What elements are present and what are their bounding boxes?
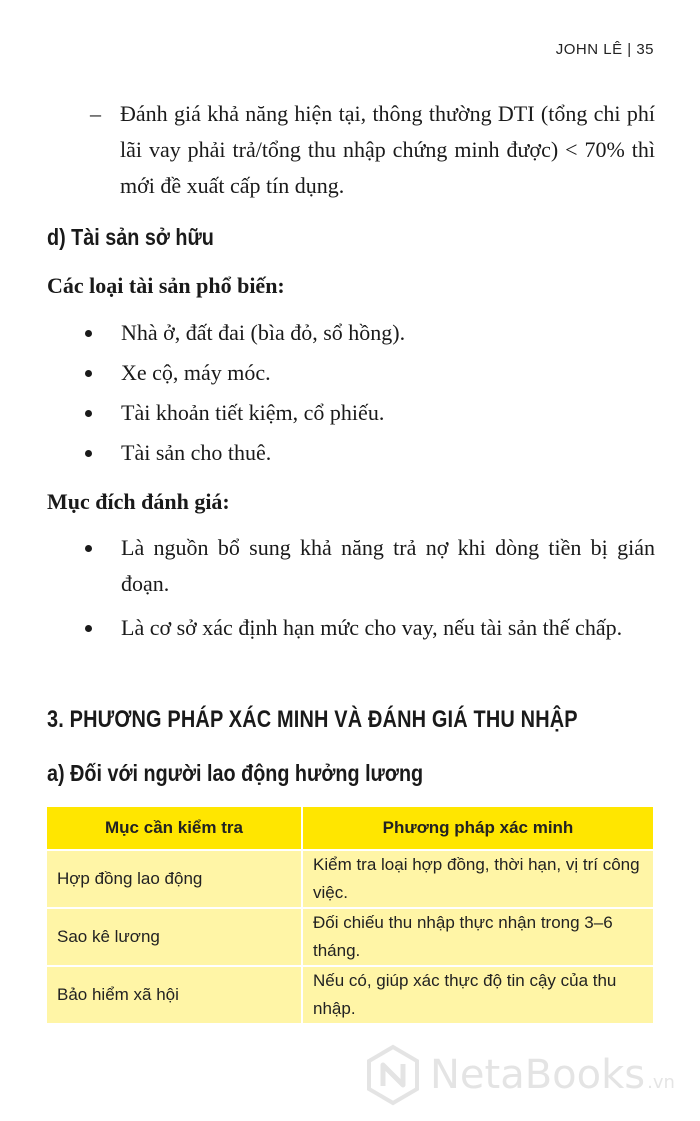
assets-list — [47, 315, 655, 475]
bullet-icon — [85, 450, 92, 457]
table-header-row — [47, 807, 653, 850]
list-item: Là cơ sở xác định hạn mức cho vay, nếu tài sản thế chấp. — [47, 610, 655, 646]
table-cell: Nếu có, giúp xác thực độ tin cậy của thu nhập. — [302, 966, 653, 1023]
table-cell: Bảo hiểm xã hội — [47, 966, 302, 1023]
table-header-cell: Mục cần kiểm tra — [47, 807, 302, 850]
assets-subheading: Các loại tài sản phổ biến: — [47, 273, 285, 298]
intro-text: Đánh giá khả năng hiện tại, thông thường DTI (tổng chi phí lãi vay phải trả/tổng thu nhập chứng minh được) < 70% thì mới đề xuất cấp tín dụng. — [120, 101, 655, 198]
bullet-icon — [85, 625, 92, 632]
watermark-suffix: .vn — [647, 1071, 675, 1093]
purpose-list — [47, 530, 655, 654]
table-cell: Sao kê lương — [47, 908, 302, 966]
section-d-heading: d) Tài sản sở hữu — [47, 224, 214, 250]
table-row — [47, 850, 653, 908]
table-cell: Hợp đồng lao động — [47, 850, 302, 908]
netabooks-n-logo-icon — [362, 1044, 424, 1106]
bullet-icon — [85, 545, 92, 552]
watermark-text: NetaBooks — [430, 1052, 646, 1098]
intro-dash-item — [90, 96, 655, 204]
list-item: Nhà ở, đất đai (bìa đỏ, sổ hồng). — [47, 315, 655, 351]
list-item: Là nguồn bổ sung khả năng trả nợ khi dòng tiền bị gián đoạn. — [47, 530, 655, 602]
table-cell: Đối chiếu thu nhập thực nhận trong 3–6 tháng. — [302, 908, 653, 966]
verification-table — [47, 807, 653, 1023]
table-row — [47, 966, 653, 1023]
bullet-icon — [85, 330, 92, 337]
list-item: Tài sản cho thuê. — [47, 435, 655, 471]
bullet-icon — [85, 370, 92, 377]
table-header-cell: Phương pháp xác minh — [302, 807, 653, 850]
list-item: Xe cộ, máy móc. — [47, 355, 655, 391]
bullet-icon — [85, 410, 92, 417]
dash-mark: – — [90, 101, 101, 126]
table-cell: Kiểm tra loại hợp đồng, thời hạn, vị trí công việc. — [302, 850, 653, 908]
list-item: Tài khoản tiết kiệm, cổ phiếu. — [47, 395, 655, 431]
section-3-heading: 3. PHƯƠNG PHÁP XÁC MINH VÀ ĐÁNH GIÁ THU NHẬP — [47, 706, 578, 733]
table-row — [47, 908, 653, 966]
watermark — [362, 1044, 675, 1106]
running-header: JOHN LÊ | 35 — [555, 41, 654, 58]
section-3a-heading: a) Đối với người lao động hưởng lương — [47, 760, 424, 786]
purpose-subheading: Mục đích đánh giá: — [47, 489, 230, 514]
